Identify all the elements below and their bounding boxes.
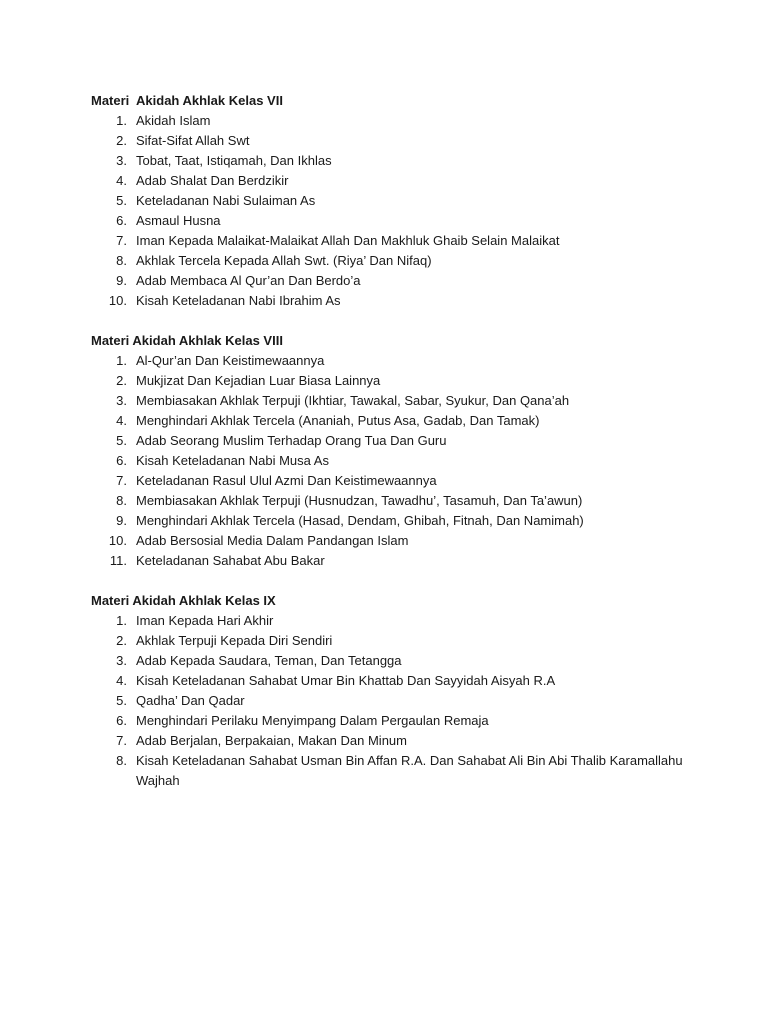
item-text: Keteladanan Sahabat Abu Bakar bbox=[136, 553, 325, 568]
section-title: Materi Akidah Akhlak Kelas VIII bbox=[91, 333, 283, 348]
list-item bbox=[91, 731, 691, 751]
item-number: 3. bbox=[116, 153, 127, 168]
item-number: 2. bbox=[116, 133, 127, 148]
item-number: 10. bbox=[108, 533, 127, 548]
item-number: 4. bbox=[116, 673, 127, 688]
item-number: 3. bbox=[116, 393, 127, 408]
item-text: Iman Kepada Malaikat-Malaikat Allah Dan Makhluk Ghaib Selain Malaikat bbox=[136, 233, 560, 248]
item-number: 1. bbox=[116, 613, 127, 628]
list-item bbox=[91, 211, 691, 231]
item-text: Menghindari Akhlak Tercela (Ananiah, Putus Asa, Gadab, Dan Tamak) bbox=[136, 413, 540, 428]
item-text: Akidah Islam bbox=[136, 113, 211, 128]
item-text: Iman Kepada Hari Akhir bbox=[136, 613, 274, 628]
list-item bbox=[91, 391, 691, 411]
section-kelas-vii bbox=[91, 91, 691, 311]
item-text: Kisah Keteladanan Nabi Musa As bbox=[136, 453, 329, 468]
list-item bbox=[91, 651, 691, 671]
item-text: Adab Shalat Dan Berdzikir bbox=[136, 173, 289, 188]
item-text: Qadha’ Dan Qadar bbox=[136, 693, 245, 708]
list-item bbox=[91, 411, 691, 431]
item-number: 7. bbox=[116, 733, 127, 748]
item-text: Membiasakan Akhlak Terpuji (Ikhtiar, Tawakal, Sabar, Syukur, Dan Qana’ah bbox=[136, 393, 570, 408]
item-text: Adab Seorang Muslim Terhadap Orang Tua Dan Guru bbox=[136, 433, 447, 448]
list-item bbox=[91, 751, 691, 791]
list-item bbox=[91, 551, 691, 571]
list-item bbox=[91, 131, 691, 151]
item-number: 5. bbox=[116, 693, 127, 708]
list-item bbox=[91, 611, 691, 631]
list-item bbox=[91, 671, 691, 691]
item-text: Menghindari Perilaku Menyimpang Dalam Pergaulan Remaja bbox=[136, 713, 489, 728]
item-text: Kisah Keteladanan Nabi Ibrahim As bbox=[136, 293, 341, 308]
list-item bbox=[91, 151, 691, 171]
list-item bbox=[91, 471, 691, 491]
item-text: Membiasakan Akhlak Terpuji (Husnudzan, Tawadhu’, Tasamuh, Dan Ta’awun) bbox=[136, 493, 583, 508]
list-item bbox=[91, 451, 691, 471]
item-text: Adab Bersosial Media Dalam Pandangan Islam bbox=[136, 533, 409, 548]
list-item bbox=[91, 711, 691, 731]
section-kelas-ix bbox=[91, 591, 691, 791]
list-item bbox=[91, 351, 691, 371]
item-number: 6. bbox=[116, 713, 127, 728]
item-text: Sifat-Sifat Allah Swt bbox=[136, 133, 250, 148]
list-item bbox=[91, 271, 691, 291]
topic-list bbox=[91, 111, 691, 311]
list-item bbox=[91, 371, 691, 391]
item-number: 3. bbox=[116, 653, 127, 668]
item-number: 9. bbox=[116, 273, 127, 288]
item-number: 1. bbox=[116, 113, 127, 128]
topic-list bbox=[91, 611, 691, 791]
item-text: Asmaul Husna bbox=[136, 213, 221, 228]
section-title: Materi Akidah Akhlak Kelas IX bbox=[91, 593, 276, 608]
topic-list bbox=[91, 351, 691, 571]
list-item bbox=[91, 111, 691, 131]
item-text: Kisah Keteladanan Sahabat Umar Bin Khattab Dan Sayyidah Aisyah R.A bbox=[136, 673, 556, 688]
item-text: Adab Kepada Saudara, Teman, Dan Tetangga bbox=[136, 653, 402, 668]
item-text: Adab Membaca Al Qur’an Dan Berdo’a bbox=[136, 273, 361, 288]
list-item bbox=[91, 171, 691, 191]
item-number: 4. bbox=[116, 173, 127, 188]
list-item bbox=[91, 631, 691, 651]
section-title: Materi Akidah Akhlak Kelas VII bbox=[91, 93, 283, 108]
list-item bbox=[91, 531, 691, 551]
item-number: 5. bbox=[116, 193, 127, 208]
list-item bbox=[91, 431, 691, 451]
item-number: 8. bbox=[116, 253, 127, 268]
item-number: 2. bbox=[116, 633, 127, 648]
list-item bbox=[91, 491, 691, 511]
list-item bbox=[91, 191, 691, 211]
item-number: 6. bbox=[116, 213, 127, 228]
item-number: 6. bbox=[116, 453, 127, 468]
item-text: Akhlak Tercela Kepada Allah Swt. (Riya’ Dan Nifaq) bbox=[136, 253, 432, 268]
list-item bbox=[91, 231, 691, 251]
item-text: Keteladanan Rasul Ulul Azmi Dan Keistimewaannya bbox=[136, 473, 437, 488]
item-text: Tobat, Taat, Istiqamah, Dan Ikhlas bbox=[136, 153, 332, 168]
list-item bbox=[91, 251, 691, 271]
item-text: Kisah Keteladanan Sahabat Usman Bin Affan R.A. Dan Sahabat Ali Bin Abi Thalib Karamallahu Wajhah bbox=[136, 753, 683, 788]
item-number: 2. bbox=[116, 373, 127, 388]
section-kelas-viii bbox=[91, 331, 691, 571]
item-number: 8. bbox=[116, 493, 127, 508]
item-text: Menghindari Akhlak Tercela (Hasad, Dendam, Ghibah, Fitnah, Dan Namimah) bbox=[136, 513, 584, 528]
item-number: 9. bbox=[116, 513, 127, 528]
item-number: 11. bbox=[109, 553, 127, 568]
item-text: Al-Qur’an Dan Keistimewaannya bbox=[136, 353, 325, 368]
item-number: 5. bbox=[116, 433, 127, 448]
item-number: 4. bbox=[116, 413, 127, 428]
item-number: 1. bbox=[116, 353, 127, 368]
item-number: 8. bbox=[116, 753, 127, 768]
item-text: Keteladanan Nabi Sulaiman As bbox=[136, 193, 316, 208]
item-text: Akhlak Terpuji Kepada Diri Sendiri bbox=[136, 633, 333, 648]
list-item bbox=[91, 691, 691, 711]
list-item bbox=[91, 511, 691, 531]
list-item bbox=[91, 291, 691, 311]
item-number: 10. bbox=[108, 293, 127, 308]
item-text: Adab Berjalan, Berpakaian, Makan Dan Minum bbox=[136, 733, 407, 748]
item-number: 7. bbox=[116, 473, 127, 488]
item-text: Mukjizat Dan Kejadian Luar Biasa Lainnya bbox=[136, 373, 381, 388]
item-number: 7. bbox=[116, 233, 127, 248]
